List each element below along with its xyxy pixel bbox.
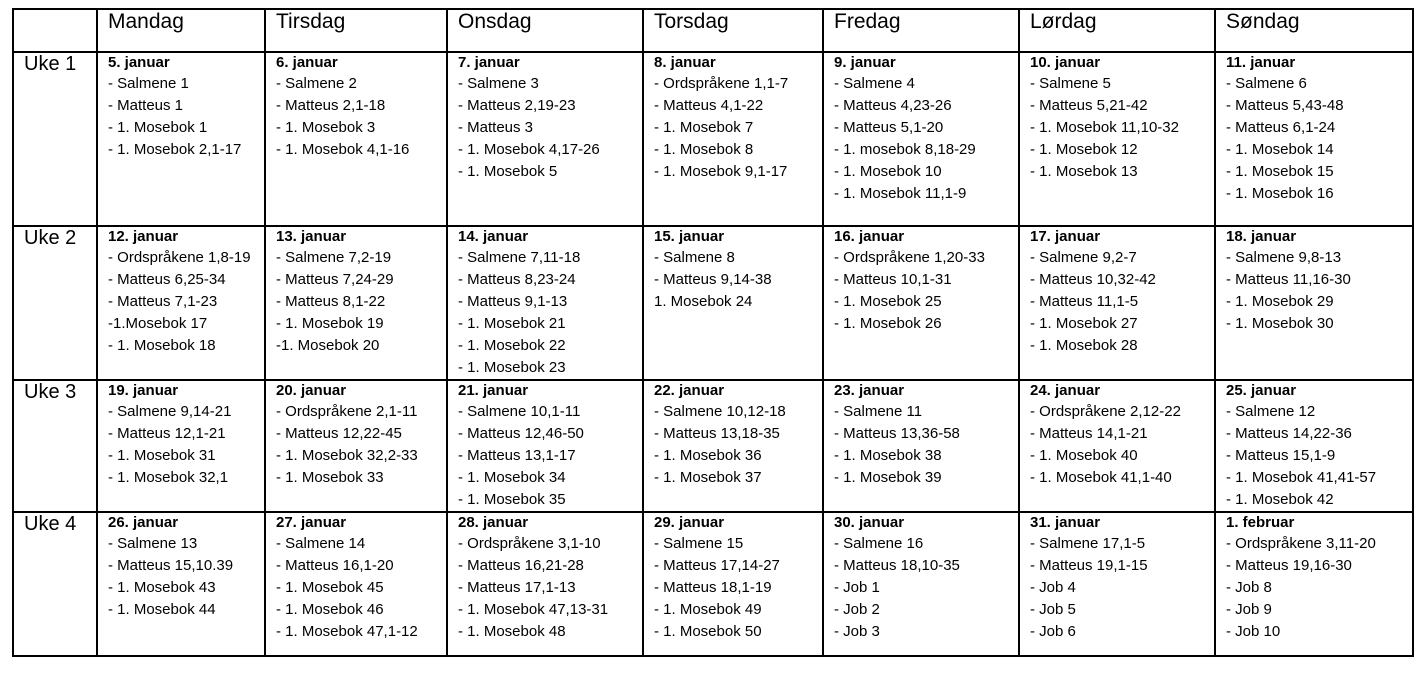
reading-item: - Matteus 5,43-48 bbox=[1226, 97, 1344, 114]
reading-item: - Matteus 15,1-9 bbox=[1226, 447, 1336, 464]
reading-item: - 1. Mosebok 28 bbox=[1030, 337, 1138, 354]
reading-item: - Salmene 17,1-5 bbox=[1030, 535, 1146, 552]
reading-item: - Salmene 3 bbox=[458, 75, 539, 92]
reading-item: - Salmene 13 bbox=[108, 535, 198, 552]
day-cell bbox=[643, 512, 823, 656]
day-cell bbox=[1215, 52, 1413, 226]
reading-item: - Matteus 17,1-13 bbox=[458, 579, 576, 596]
date-label: 6. januar bbox=[276, 54, 338, 71]
day-cell bbox=[1019, 52, 1215, 226]
date-label: 14. januar bbox=[458, 228, 529, 245]
reading-item: - Matteus 9,1-13 bbox=[458, 293, 568, 310]
reading-item: - Salmene 5 bbox=[1030, 75, 1111, 92]
reading-item: - 1. Mosebok 38 bbox=[834, 447, 942, 464]
reading-item: - 1. Mosebok 25 bbox=[834, 293, 942, 310]
reading-item: - Job 3 bbox=[834, 623, 880, 640]
date-label: 30. januar bbox=[834, 514, 905, 531]
reading-item: - Matteus 16,21-28 bbox=[458, 557, 584, 574]
reading-item: - Ordspråkene 1,8-19 bbox=[108, 249, 251, 266]
reading-item: - 1. Mosebok 41,1-40 bbox=[1030, 469, 1172, 486]
reading-item: - Matteus 19,1-15 bbox=[1030, 557, 1148, 574]
reading-item: - Matteus 14,1-21 bbox=[1030, 425, 1148, 442]
reading-item: - Matteus 6,1-24 bbox=[1226, 119, 1336, 136]
reading-item: - 1. Mosebok 5 bbox=[458, 163, 558, 180]
reading-item: - Matteus 16,1-20 bbox=[276, 557, 394, 574]
day-cell bbox=[265, 52, 447, 226]
reading-item: - Matteus 13,36-58 bbox=[834, 425, 960, 442]
date-label: 20. januar bbox=[276, 382, 347, 399]
reading-item: - Salmene 15 bbox=[654, 535, 744, 552]
reading-item: - Ordspråkene 2,1-11 bbox=[276, 403, 418, 420]
date-label: 19. januar bbox=[108, 382, 179, 399]
reading-item: - Job 10 bbox=[1226, 623, 1281, 640]
day-cell bbox=[97, 226, 265, 380]
reading-item: - Matteus 9,14-38 bbox=[654, 271, 772, 288]
reading-item: - 1. Mosebok 23 bbox=[458, 359, 566, 376]
reading-item: - Salmene 4 bbox=[834, 75, 915, 92]
reading-item: - 1. Mosebok 49 bbox=[654, 601, 762, 618]
reading-item: - 1. Mosebok 11,10-32 bbox=[1030, 119, 1179, 136]
reading-item: - Matteus 14,22-36 bbox=[1226, 425, 1352, 442]
reading-item: - 1. Mosebok 44 bbox=[108, 601, 216, 618]
day-cell bbox=[823, 226, 1019, 380]
date-label: 18. januar bbox=[1226, 228, 1297, 245]
day-cell bbox=[97, 380, 265, 512]
reading-item: - Salmene 8 bbox=[654, 249, 735, 266]
reading-item: - 1. mosebok 8,18-29 bbox=[834, 141, 976, 158]
reading-item: - Ordspråkene 1,1-7 bbox=[654, 75, 789, 92]
reading-item: - Matteus 10,1-31 bbox=[834, 271, 952, 288]
reading-item: - 1. Mosebok 12 bbox=[1030, 141, 1138, 158]
day-cell bbox=[97, 52, 265, 226]
reading-item: - Job 5 bbox=[1030, 601, 1076, 618]
day-header-fredag: Fredag bbox=[823, 9, 1019, 52]
reading-item: - 1. Mosebok 33 bbox=[276, 469, 384, 486]
date-label: 17. januar bbox=[1030, 228, 1101, 245]
day-cell bbox=[643, 52, 823, 226]
reading-item: - Matteus 2,19-23 bbox=[458, 97, 576, 114]
reading-item: - 1. Mosebok 4,1-16 bbox=[276, 141, 410, 158]
reading-item: - 1. Mosebok 43 bbox=[108, 579, 216, 596]
date-label: 27. januar bbox=[276, 514, 347, 531]
date-label: 28. januar bbox=[458, 514, 529, 531]
reading-item: - 1. Mosebok 40 bbox=[1030, 447, 1138, 464]
day-cell bbox=[1215, 512, 1413, 656]
reading-item: -1.Mosebok 17 bbox=[108, 315, 208, 332]
day-cell bbox=[1019, 512, 1215, 656]
reading-item: - 1. Mosebok 16 bbox=[1226, 185, 1334, 202]
date-label: 24. januar bbox=[1030, 382, 1101, 399]
reading-item: - 1. Mosebok 2,1-17 bbox=[108, 141, 242, 158]
reading-item: - 1. Mosebok 11,1-9 bbox=[834, 185, 967, 202]
date-label: 11. januar bbox=[1226, 54, 1296, 71]
date-label: 16. januar bbox=[834, 228, 905, 245]
reading-item: - Salmene 10,1-11 bbox=[458, 403, 581, 420]
reading-item: - Job 9 bbox=[1226, 601, 1272, 618]
day-cell bbox=[447, 512, 643, 656]
reading-item: - Matteus 18,1-19 bbox=[654, 579, 772, 596]
reading-item: - 1. Mosebok 4,17-26 bbox=[458, 141, 600, 158]
reading-item: - Matteus 7,1-23 bbox=[108, 293, 218, 310]
reading-item: - 1. Mosebok 46 bbox=[276, 601, 384, 618]
reading-item: - Salmene 6 bbox=[1226, 75, 1307, 92]
date-label: 23. januar bbox=[834, 382, 905, 399]
corner-cell bbox=[13, 9, 97, 52]
reading-item: - 1. Mosebok 14 bbox=[1226, 141, 1334, 158]
reading-item: - 1. Mosebok 32,2-33 bbox=[276, 447, 418, 464]
reading-item: - Matteus 18,10-35 bbox=[834, 557, 960, 574]
reading-item: - 1. Mosebok 48 bbox=[458, 623, 566, 640]
reading-item: - 1. Mosebok 42 bbox=[1226, 491, 1334, 508]
reading-item: - 1. Mosebok 35 bbox=[458, 491, 566, 508]
day-cell bbox=[1019, 226, 1215, 380]
day-cell bbox=[447, 52, 643, 226]
reading-item: - Ordspråkene 3,11-20 bbox=[1226, 535, 1376, 552]
day-cell bbox=[447, 380, 643, 512]
reading-item: - 1. Mosebok 37 bbox=[654, 469, 762, 486]
week-row bbox=[13, 380, 1413, 512]
reading-item: - 1. Mosebok 45 bbox=[276, 579, 384, 596]
reading-item: - Matteus 13,1-17 bbox=[458, 447, 576, 464]
day-cell bbox=[643, 226, 823, 380]
reading-item: - Matteus 7,24-29 bbox=[276, 271, 394, 288]
reading-item: - 1. Mosebok 32,1 bbox=[108, 469, 229, 486]
reading-item: - 1. Mosebok 19 bbox=[276, 315, 384, 332]
week-row bbox=[13, 512, 1413, 656]
reading-item: - Job 8 bbox=[1226, 579, 1272, 596]
week-label: Uke 3 bbox=[13, 380, 97, 512]
reading-item: - Matteus 17,14-27 bbox=[654, 557, 780, 574]
reading-item: - 1. Mosebok 7 bbox=[654, 119, 754, 136]
date-label: 31. januar bbox=[1030, 514, 1101, 531]
day-header-mandag: Mandag bbox=[97, 9, 265, 52]
day-header-torsdag: Torsdag bbox=[643, 9, 823, 52]
date-label: 1. februar bbox=[1226, 514, 1295, 531]
reading-item: - 1. Mosebok 9,1-17 bbox=[654, 163, 788, 180]
reading-item: - Ordspråkene 3,1-10 bbox=[458, 535, 601, 552]
date-label: 8. januar bbox=[654, 54, 716, 71]
reading-item: - 1. Mosebok 47,1-12 bbox=[276, 623, 418, 640]
reading-item: - Ordspråkene 1,20-33 bbox=[834, 249, 985, 266]
reading-item: - Salmene 9,14-21 bbox=[108, 403, 232, 420]
reading-item: - Matteus 15,10.39 bbox=[108, 557, 234, 574]
day-cell bbox=[643, 380, 823, 512]
day-cell bbox=[1215, 226, 1413, 380]
reading-item: - Matteus 12,46-50 bbox=[458, 425, 584, 442]
reading-item: - 1. Mosebok 34 bbox=[458, 469, 566, 486]
reading-item: - Matteus 3 bbox=[458, 119, 534, 136]
date-label: 25. januar bbox=[1226, 382, 1297, 399]
reading-item: - 1. Mosebok 50 bbox=[654, 623, 762, 640]
date-label: 15. januar bbox=[654, 228, 725, 245]
reading-item: - Matteus 12,22-45 bbox=[276, 425, 402, 442]
day-cell bbox=[1019, 380, 1215, 512]
reading-item: - Matteus 11,1-5 bbox=[1030, 293, 1139, 310]
week-row bbox=[13, 226, 1413, 380]
reading-item: - 1. Mosebok 3 bbox=[276, 119, 376, 136]
reading-item: - Matteus 2,1-18 bbox=[276, 97, 386, 114]
reading-item: - Matteus 12,1-21 bbox=[108, 425, 226, 442]
reading-item: - Salmene 10,12-18 bbox=[654, 403, 786, 420]
date-label: 22. januar bbox=[654, 382, 725, 399]
reading-item: - Matteus 11,16-30 bbox=[1226, 271, 1351, 288]
reading-item: - Salmene 16 bbox=[834, 535, 924, 552]
week-row bbox=[13, 52, 1413, 226]
reading-item: - Matteus 4,23-26 bbox=[834, 97, 952, 114]
reading-item: - Salmene 7,2-19 bbox=[276, 249, 392, 266]
reading-item: - Salmene 14 bbox=[276, 535, 366, 552]
reading-item: - 1. Mosebok 31 bbox=[108, 447, 216, 464]
reading-item: - Matteus 10,32-42 bbox=[1030, 271, 1156, 288]
reading-item: - 1. Mosebok 39 bbox=[834, 469, 942, 486]
day-cell bbox=[823, 52, 1019, 226]
reading-plan-table bbox=[12, 8, 1414, 657]
reading-item: - 1. Mosebok 27 bbox=[1030, 315, 1138, 332]
date-label: 21. januar bbox=[458, 382, 529, 399]
date-label: 10. januar bbox=[1030, 54, 1101, 71]
date-label: 12. januar bbox=[108, 228, 179, 245]
date-label: 9. januar bbox=[834, 54, 896, 71]
reading-item: - 1. Mosebok 41,41-57 bbox=[1226, 469, 1377, 486]
day-cell bbox=[1215, 380, 1413, 512]
date-label: 7. januar bbox=[458, 54, 520, 71]
reading-item: - Matteus 8,23-24 bbox=[458, 271, 576, 288]
reading-item: - Job 6 bbox=[1030, 623, 1076, 640]
week-label: Uke 1 bbox=[13, 52, 97, 226]
day-cell bbox=[265, 512, 447, 656]
reading-item: - 1. Mosebok 1 bbox=[108, 119, 208, 136]
reading-item: - 1. Mosebok 22 bbox=[458, 337, 566, 354]
reading-item: - Job 2 bbox=[834, 601, 880, 618]
date-label: 13. januar bbox=[276, 228, 347, 245]
day-cell bbox=[823, 512, 1019, 656]
reading-item: - 1. Mosebok 13 bbox=[1030, 163, 1138, 180]
reading-item: - Matteus 5,1-20 bbox=[834, 119, 944, 136]
day-header-tirsdag: Tirsdag bbox=[265, 9, 447, 52]
reading-item: - 1. Mosebok 29 bbox=[1226, 293, 1334, 310]
reading-item: - Salmene 11 bbox=[834, 403, 923, 420]
date-label: 26. januar bbox=[108, 514, 179, 531]
reading-item: - Matteus 1 bbox=[108, 97, 184, 114]
reading-item: - 1. Mosebok 10 bbox=[834, 163, 942, 180]
day-header-lordag: Lørdag bbox=[1019, 9, 1215, 52]
reading-item: - 1. Mosebok 26 bbox=[834, 315, 942, 332]
day-header-sondag: Søndag bbox=[1215, 9, 1413, 52]
reading-item: - Salmene 9,8-13 bbox=[1226, 249, 1342, 266]
reading-item: - Matteus 5,21-42 bbox=[1030, 97, 1148, 114]
week-label: Uke 4 bbox=[13, 512, 97, 656]
header-row bbox=[13, 9, 1413, 52]
reading-item: - Salmene 12 bbox=[1226, 403, 1316, 420]
reading-item: 1. Mosebok 24 bbox=[654, 293, 753, 310]
reading-item: - Matteus 8,1-22 bbox=[276, 293, 386, 310]
reading-item: - Matteus 6,25-34 bbox=[108, 271, 226, 288]
reading-item: - 1. Mosebok 8 bbox=[654, 141, 754, 158]
reading-item: - 1. Mosebok 36 bbox=[654, 447, 762, 464]
table-body bbox=[13, 52, 1413, 656]
reading-item: - 1. Mosebok 15 bbox=[1226, 163, 1334, 180]
day-cell bbox=[265, 226, 447, 380]
day-cell bbox=[265, 380, 447, 512]
day-cell bbox=[97, 512, 265, 656]
day-header-onsdag: Onsdag bbox=[447, 9, 643, 52]
reading-item: - 1. Mosebok 30 bbox=[1226, 315, 1334, 332]
reading-item: - Salmene 2 bbox=[276, 75, 357, 92]
date-label: 5. januar bbox=[108, 54, 170, 71]
reading-item: - Job 1 bbox=[834, 579, 880, 596]
reading-item: - Matteus 19,16-30 bbox=[1226, 557, 1352, 574]
reading-item: - Salmene 9,2-7 bbox=[1030, 249, 1137, 266]
reading-item: - Salmene 7,11-18 bbox=[458, 249, 581, 266]
reading-item: - 1. Mosebok 47,13-31 bbox=[458, 601, 609, 618]
date-label: 29. januar bbox=[654, 514, 725, 531]
week-label: Uke 2 bbox=[13, 226, 97, 380]
day-cell bbox=[823, 380, 1019, 512]
day-cell bbox=[447, 226, 643, 380]
reading-item: - Salmene 1 bbox=[108, 75, 189, 92]
reading-item: - Ordspråkene 2,12-22 bbox=[1030, 403, 1181, 420]
reading-item: - 1. Mosebok 21 bbox=[458, 315, 566, 332]
reading-item: - Job 4 bbox=[1030, 579, 1076, 596]
reading-item: - 1. Mosebok 18 bbox=[108, 337, 216, 354]
reading-item: - Matteus 13,18-35 bbox=[654, 425, 780, 442]
reading-item: -1. Mosebok 20 bbox=[276, 337, 380, 354]
reading-item: - Matteus 4,1-22 bbox=[654, 97, 764, 114]
